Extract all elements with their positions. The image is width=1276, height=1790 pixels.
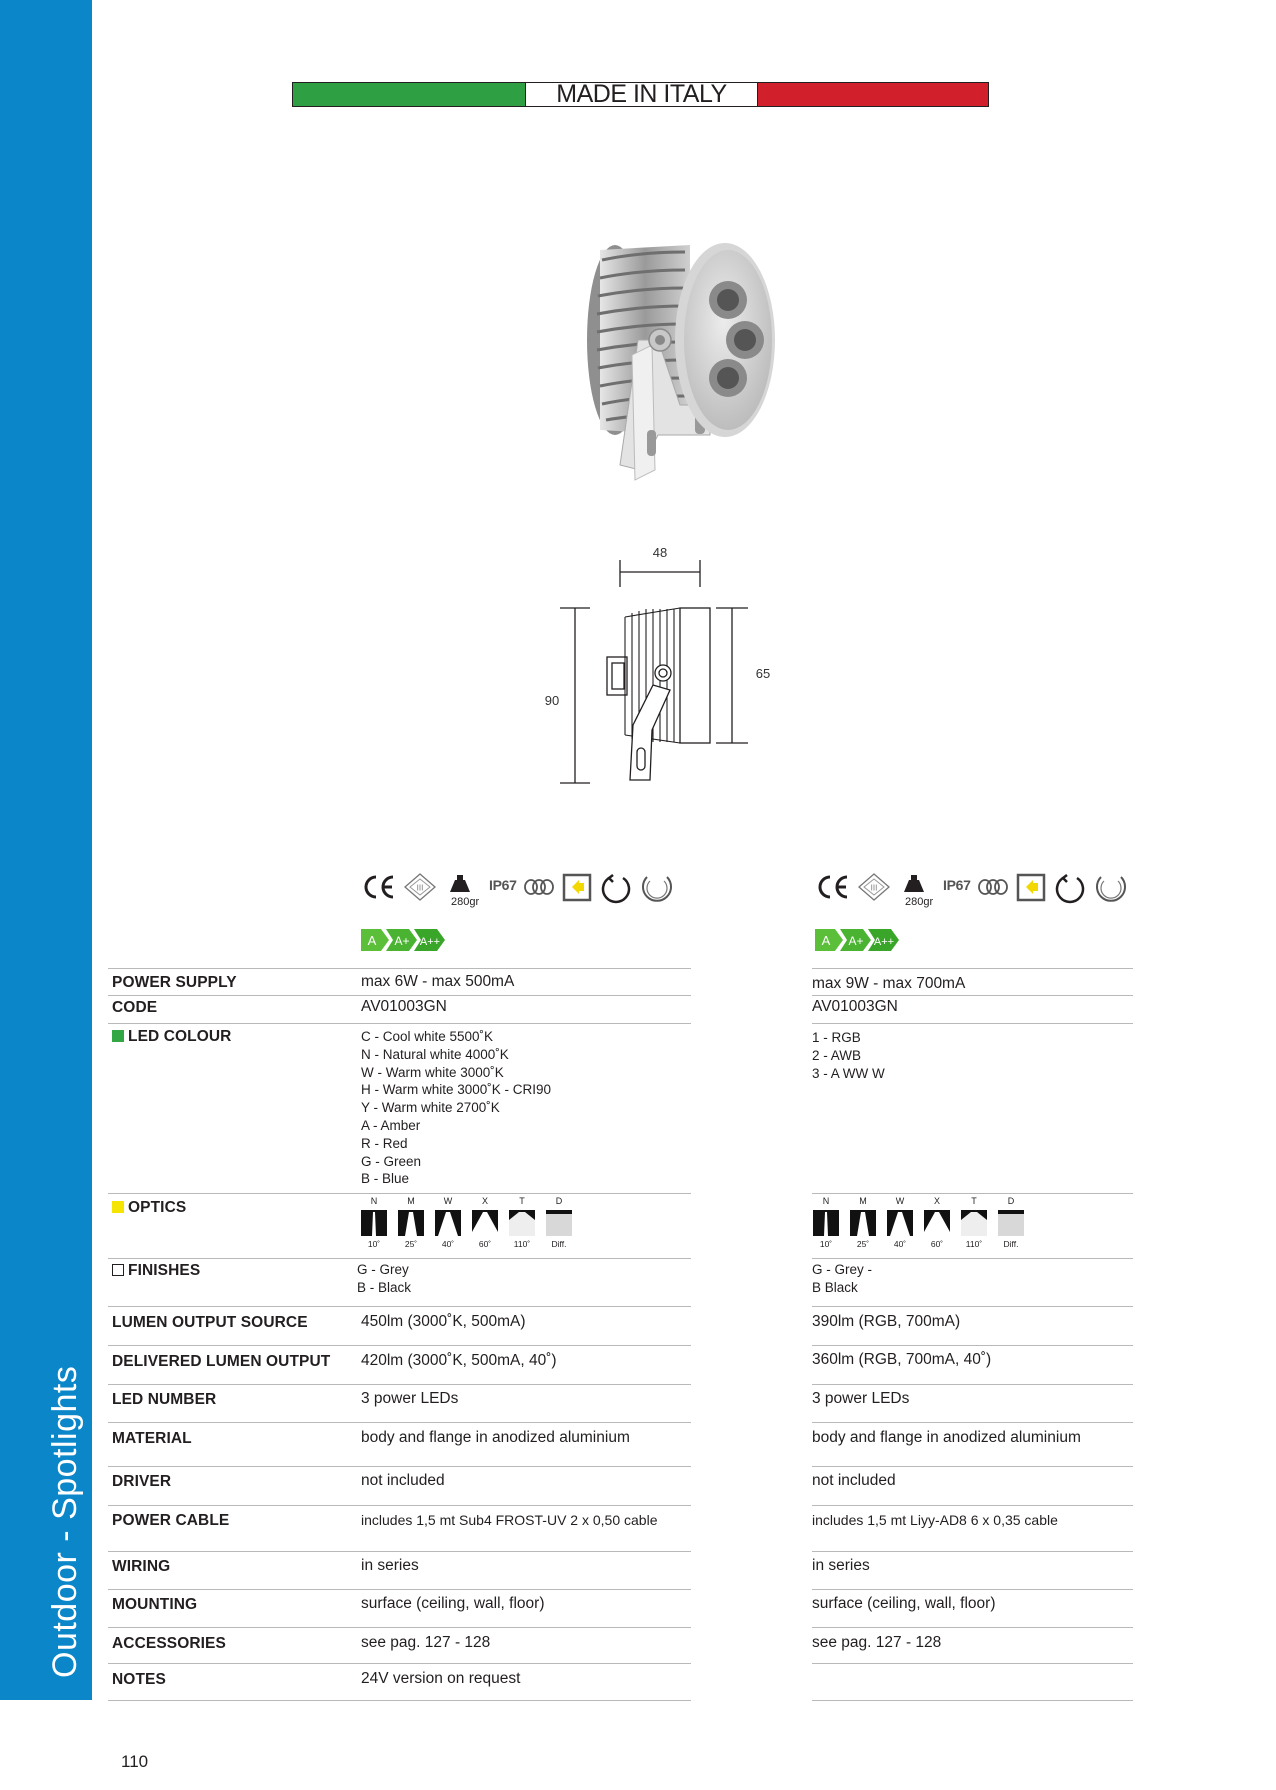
optic-letter: W (895, 1196, 905, 1206)
energy-label-a: A (367, 933, 377, 948)
series-wiring-icon (977, 872, 1009, 902)
row-divider (108, 1306, 691, 1307)
delivered-lumen-output-value-left: 420lm (3000˚K, 500mA, 40˚) (361, 1352, 557, 1369)
wiring-label: WIRING (112, 1558, 171, 1575)
row-divider (812, 1306, 1133, 1307)
row-divider (812, 1258, 1133, 1259)
ce-mark-icon (361, 872, 397, 902)
row-divider (108, 1345, 691, 1346)
driver-value-left: not included (361, 1472, 445, 1489)
energy-label-a-plus-plus: A++ (873, 936, 895, 948)
dimension-height-body: 65 (755, 666, 771, 681)
row-divider (812, 1023, 1133, 1024)
row-divider (812, 1551, 1133, 1552)
material-value-right: body and flange in anodized aluminium (812, 1429, 1081, 1446)
finishes-list-right (812, 1261, 872, 1297)
row-divider (108, 1589, 691, 1590)
energy-class-left (361, 929, 445, 951)
weight-icon (897, 872, 937, 912)
finish-option: B Black (812, 1279, 858, 1295)
certification-icons-left (361, 872, 675, 917)
accessories-value-right: see pag. 127 - 128 (812, 1634, 942, 1651)
optic-letter: D (555, 1196, 563, 1206)
medium-beam-icon (850, 1210, 876, 1236)
row-divider (812, 1345, 1133, 1346)
diffused-beam-icon (546, 1210, 572, 1236)
finishes-list-left (357, 1261, 411, 1297)
energy-label-a-plus-plus: A++ (419, 936, 441, 948)
very-wide-beam-icon (509, 1210, 535, 1236)
led-colour-option: 2 - AWB (812, 1047, 862, 1063)
material-label: MATERIAL (112, 1430, 192, 1447)
driver-label: DRIVER (112, 1473, 172, 1490)
led-colour-label (112, 1028, 231, 1046)
power-supply-value-right: max 9W - max 700mA (812, 975, 966, 992)
row-divider (812, 1384, 1133, 1385)
optic-angle: Diff. (1003, 1239, 1019, 1249)
product-photo (560, 230, 780, 500)
row-divider (108, 1422, 691, 1423)
row-divider (812, 1589, 1133, 1590)
row-divider (108, 1551, 691, 1552)
code-value-right: AV01003GN (812, 998, 898, 1015)
lamp-face (675, 243, 775, 437)
made-in-italy-banner (292, 82, 989, 107)
sidebar (0, 0, 92, 1700)
finish-option: G - Grey (357, 1262, 409, 1277)
optic-angle: Diff. (551, 1239, 567, 1249)
led-number-label: LED NUMBER (112, 1391, 217, 1408)
optic-angle: 110˚ (965, 1239, 983, 1249)
row-divider (108, 1505, 691, 1506)
row-divider (108, 1663, 691, 1664)
optic-angle: 60˚ (478, 1239, 492, 1249)
medium-beam-icon (398, 1210, 424, 1236)
optic-angle: 10˚ (819, 1239, 833, 1249)
banner-text: MADE IN ITALY (525, 83, 758, 106)
wide-beam-icon (435, 1210, 461, 1236)
optic-angle: 110˚ (513, 1239, 531, 1249)
power-cable-label: POWER CABLE (112, 1512, 230, 1529)
row-divider (812, 1466, 1133, 1467)
notes-value-left: 24V version on request (361, 1670, 521, 1687)
optic-angle: 40˚ (441, 1239, 455, 1249)
optic-letter: W (443, 1196, 453, 1206)
row-divider (108, 1466, 691, 1467)
row-divider (108, 995, 691, 996)
tilt-icon (1093, 872, 1129, 906)
code-label: CODE (112, 999, 158, 1016)
row-divider (108, 1384, 691, 1385)
mounting-value-left: surface (ceiling, wall, floor) (361, 1595, 545, 1612)
delivered-lumen-output-value-right: 360lm (RGB, 700mA, 40˚) (812, 1351, 992, 1368)
narrow-beam-icon (813, 1210, 839, 1236)
led-colour-option: G - Green (361, 1153, 422, 1169)
led-colour-list-right (812, 1029, 885, 1082)
energy-label-a-plus: A+ (848, 934, 864, 948)
tilt-icon (639, 872, 675, 906)
led-colour-option: C - Cool white 5500˚K (361, 1029, 494, 1044)
optics-label-text: OPTICS (128, 1199, 187, 1216)
optics-beam-angles-right (813, 1196, 1033, 1252)
power-supply-label: POWER SUPPLY (112, 974, 237, 991)
optic-letter: X (933, 1196, 940, 1206)
optic-letter: N (822, 1196, 830, 1206)
row-divider (812, 1193, 1133, 1194)
row-divider (108, 1258, 691, 1259)
narrow-beam-icon (361, 1210, 387, 1236)
led-colour-option: A - Amber (361, 1117, 421, 1133)
certification-icons-right (815, 872, 1129, 917)
svg-text:III: III (416, 883, 424, 893)
driver-value-right: not included (812, 1472, 896, 1489)
optic-letter: N (370, 1196, 378, 1206)
row-divider (812, 1663, 1133, 1664)
optic-letter: M (859, 1196, 867, 1206)
optic-angle: 25˚ (856, 1239, 870, 1249)
series-wiring-icon (523, 872, 555, 902)
accessories-label: ACCESSORIES (112, 1635, 226, 1652)
accessories-value-left: see pag. 127 - 128 (361, 1634, 491, 1651)
mounting-label: MOUNTING (112, 1596, 198, 1613)
diffused-beam-icon (998, 1210, 1024, 1236)
optics-bullet-icon (112, 1201, 124, 1213)
energy-class-right (815, 929, 899, 951)
optic-letter: T (971, 1196, 977, 1206)
optic-letter: T (519, 1196, 525, 1206)
class-iii-icon (403, 872, 437, 902)
optic-angle: 40˚ (893, 1239, 907, 1249)
led-colour-list-left (361, 1028, 551, 1188)
row-divider (108, 1700, 691, 1701)
optics-label (112, 1199, 186, 1217)
optic-angle: 60˚ (930, 1239, 944, 1249)
weight-value: 280gr (905, 896, 934, 908)
led-colour-option: N - Natural white 4000˚K (361, 1046, 509, 1062)
class-iii-icon (857, 872, 891, 902)
optic-letter: X (481, 1196, 488, 1206)
led-colour-option: R - Red (361, 1135, 408, 1151)
lumen-output-source-label: LUMEN OUTPUT SOURCE (112, 1314, 308, 1331)
code-value-left: AV01003GN (361, 998, 447, 1015)
finishes-label (112, 1262, 200, 1280)
optic-angle: 25˚ (404, 1239, 418, 1249)
row-divider (108, 968, 691, 969)
flag-green-stripe (293, 83, 525, 106)
optics-beam-angles-left (361, 1196, 581, 1252)
finish-option: G - Grey - (812, 1262, 872, 1277)
led-colour-option: 3 - A WW W (812, 1065, 885, 1081)
led-colour-option: 1 - RGB (812, 1030, 861, 1045)
row-divider (108, 1023, 691, 1024)
optic-letter: M (407, 1196, 415, 1206)
svg-text:III: III (870, 883, 878, 893)
technical-drawing (530, 545, 780, 785)
lumen-output-source-value-right: 390lm (RGB, 700mA) (812, 1313, 961, 1330)
mounting-value-right: surface (ceiling, wall, floor) (812, 1595, 996, 1612)
ip-rating: IP67 (943, 877, 971, 893)
led-colour-option: B - Blue (361, 1171, 410, 1187)
energy-label-a-plus: A+ (394, 934, 410, 948)
lumen-output-source-value-left: 450lm (3000˚K, 500mA) (361, 1313, 526, 1330)
led-module-icon (561, 872, 593, 902)
wide-beam-icon (887, 1210, 913, 1236)
led-colour-bullet-icon (112, 1030, 124, 1042)
very-wide-beam-icon (961, 1210, 987, 1236)
led-module-icon (1015, 872, 1047, 902)
led-number-value-left: 3 power LEDs (361, 1390, 459, 1407)
finishes-label-text: FINISHES (128, 1262, 201, 1279)
power-cable-value-left: includes 1,5 mt Sub4 FROST-UV 2 x 0,50 cable (361, 1512, 658, 1528)
row-divider (812, 1627, 1133, 1628)
led-colour-option: W - Warm white 3000˚K (361, 1064, 504, 1080)
led-number-value-right: 3 power LEDs (812, 1390, 910, 1407)
row-divider (108, 1627, 691, 1628)
optic-letter: D (1007, 1196, 1015, 1206)
material-value-left: body and flange in anodized aluminium (361, 1429, 630, 1446)
led-colour-option: Y - Warm white 2700˚K (361, 1100, 500, 1116)
rotation-icon (599, 872, 633, 906)
page-number: 110 (121, 1752, 149, 1771)
row-divider (812, 968, 1133, 969)
extra-wide-beam-icon (472, 1210, 498, 1236)
row-divider (812, 995, 1133, 996)
dimension-width: 48 (652, 545, 668, 560)
extra-wide-beam-icon (924, 1210, 950, 1236)
delivered-lumen-output-label: DELIVERED LUMEN OUTPUT (112, 1353, 331, 1370)
ce-mark-icon (815, 872, 851, 902)
finishes-bullet-icon (112, 1264, 124, 1276)
power-cable-value-right: includes 1,5 mt Liyy-AD8 6 x 0,35 cable (812, 1512, 1058, 1528)
row-divider (812, 1422, 1133, 1423)
rotation-icon (1053, 872, 1087, 906)
row-divider (108, 1193, 691, 1194)
led-colour-label-text: LED COLOUR (128, 1028, 232, 1045)
ip-rating: IP67 (489, 877, 517, 893)
row-divider (812, 1700, 1133, 1701)
weight-icon (443, 872, 483, 912)
finish-option: B - Black (357, 1279, 412, 1295)
dimension-height-total: 90 (544, 693, 560, 708)
optic-angle: 10˚ (367, 1239, 381, 1249)
wiring-value-right: in series (812, 1557, 870, 1574)
flag-red-stripe (758, 83, 988, 106)
notes-label: NOTES (112, 1671, 166, 1688)
sidebar-title: Outdoor - Spotlights (46, 1365, 84, 1678)
row-divider (812, 1505, 1133, 1506)
weight-value: 280gr (451, 896, 480, 908)
led-colour-option: H - Warm white 3000˚K - CRI90 (361, 1082, 552, 1098)
energy-label-a: A (821, 933, 831, 948)
power-supply-value-left: max 6W - max 500mA (361, 973, 515, 990)
wiring-value-left: in series (361, 1557, 419, 1574)
